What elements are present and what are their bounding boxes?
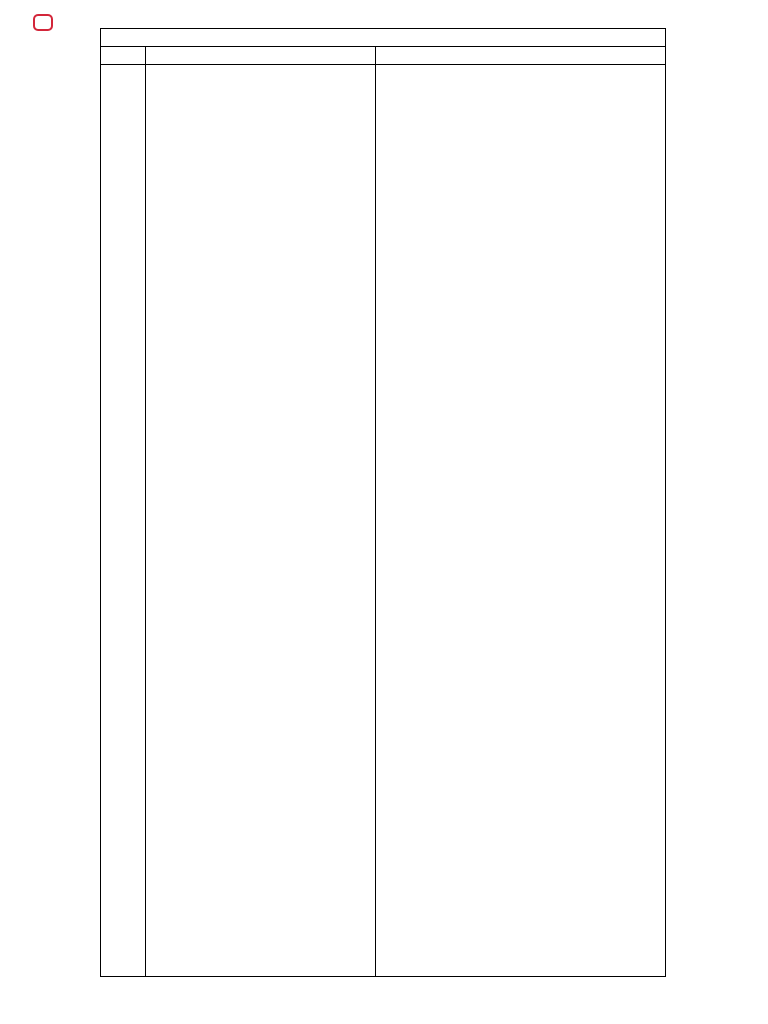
column-divider (375, 46, 376, 976)
column-divider (145, 46, 146, 976)
table-title (101, 29, 665, 47)
legend-swatch (33, 14, 53, 31)
header-original (146, 46, 375, 64)
block-algebra-table (100, 28, 666, 977)
table-header (101, 46, 665, 65)
legend (33, 11, 65, 33)
header-equivalente (375, 46, 665, 64)
